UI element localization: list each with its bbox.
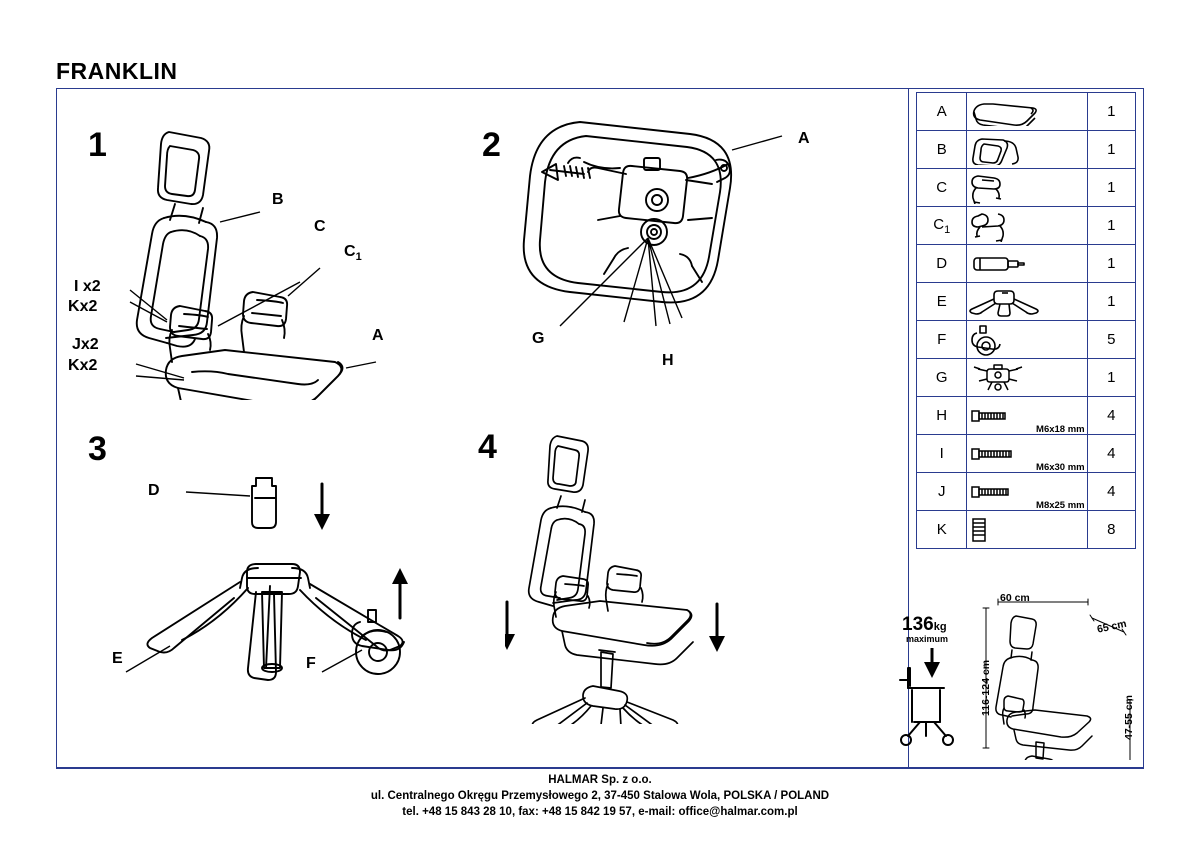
- part-qty: 4: [1087, 397, 1135, 435]
- table-row: [917, 473, 1136, 511]
- dimension-seat-height: 47-55 cm: [1123, 695, 1135, 740]
- step-2-label-g: G: [532, 330, 545, 347]
- part-qty: 1: [1087, 283, 1135, 321]
- step-2-label-h: H: [662, 352, 674, 369]
- step-1-number: 1: [88, 126, 107, 164]
- footer-separator: [56, 768, 1144, 769]
- step-1-label-c1: $C_1$: [344, 243, 362, 264]
- part-image-bolt-icon: [967, 435, 1087, 473]
- table-row: [917, 169, 1136, 207]
- part-caption: M6x18 mm: [1036, 424, 1085, 435]
- part-image-armrest-left-icon: [967, 169, 1087, 207]
- table-row: [917, 435, 1136, 473]
- part-letter: F: [917, 321, 967, 359]
- part-image-bolt-icon: [967, 397, 1087, 435]
- step-2-label-a: A: [798, 130, 810, 147]
- step-1-label-a: A: [372, 327, 384, 344]
- step-1-label-k-lower: Kx2: [68, 357, 98, 374]
- table-separator: [908, 88, 909, 768]
- step-2-number: 2: [482, 126, 501, 164]
- footer-contact: tel. +48 15 843 28 10, fax: +48 15 842 19 57, e-mail: office@halmar.com.pl: [402, 806, 798, 818]
- parts-table: [916, 92, 1136, 549]
- page-title: FRANKLIN: [56, 58, 178, 84]
- part-qty: 4: [1087, 473, 1135, 511]
- part-image-mechanism-icon: [967, 359, 1087, 397]
- table-row: [917, 359, 1136, 397]
- part-caption: M6x30 mm: [1036, 462, 1085, 473]
- table-row: [917, 207, 1136, 245]
- part-image-headrest-icon: [967, 131, 1087, 169]
- part-image-washer-stack-icon: [967, 511, 1087, 549]
- step-3-label-d: D: [148, 482, 160, 499]
- part-letter: A: [917, 93, 967, 131]
- step-3-number: 3: [88, 430, 107, 468]
- step-3-label-e: E: [112, 650, 123, 667]
- part-image-base-star-icon: [967, 283, 1087, 321]
- step-3-label-f: F: [306, 655, 316, 672]
- table-row: [917, 283, 1136, 321]
- part-image-gas-lift-icon: [967, 245, 1087, 283]
- footer: [56, 772, 1144, 820]
- part-qty: 1: [1087, 169, 1135, 207]
- part-qty: 1: [1087, 207, 1135, 245]
- dimension-width: 60 cm: [1000, 592, 1030, 604]
- dimension-height: 116-124 cm: [980, 659, 992, 716]
- footer-address: ul. Centralnego Okręgu Przemysłowego 2, 37-450 Stalowa Wola, POLSKA / POLAND: [370, 790, 830, 802]
- part-image-caster-wheel-icon: [967, 321, 1087, 359]
- part-qty: 1: [1087, 359, 1135, 397]
- part-letter: $C_1$: [917, 207, 967, 245]
- table-row: [917, 397, 1136, 435]
- footer-company: HALMAR Sp. z o.o.: [548, 774, 652, 786]
- part-letter: C: [917, 169, 967, 207]
- step-1-label-j: Jx2: [72, 336, 99, 353]
- part-qty: 1: [1087, 131, 1135, 169]
- part-qty: 1: [1087, 245, 1135, 283]
- part-qty: 8: [1087, 511, 1135, 549]
- table-row: [917, 93, 1136, 131]
- dimension-depth: 65 cm: [1096, 617, 1128, 636]
- part-letter: B: [917, 131, 967, 169]
- table-row: [917, 131, 1136, 169]
- step-1-label-i: I x2: [74, 278, 101, 295]
- part-letter: K: [917, 511, 967, 549]
- part-letter: E: [917, 283, 967, 321]
- table-row: [917, 511, 1136, 549]
- max-weight-value: 136kg: [902, 614, 947, 635]
- part-letter: H: [917, 397, 967, 435]
- step-4-number: 4: [478, 428, 497, 466]
- part-qty: 5: [1087, 321, 1135, 359]
- max-weight-note: maximum: [906, 634, 949, 644]
- part-letter: J: [917, 473, 967, 511]
- part-letter: I: [917, 435, 967, 473]
- step-1-label-c: C: [314, 218, 326, 235]
- part-letter: D: [917, 245, 967, 283]
- part-caption: M8x25 mm: [1036, 500, 1085, 511]
- part-image-seat-cushion-icon: [967, 93, 1087, 131]
- part-letter: G: [917, 359, 967, 397]
- table-row: [917, 321, 1136, 359]
- step-1-label-k-upper: Kx2: [68, 298, 98, 315]
- part-image-armrest-right-icon: [967, 207, 1087, 245]
- part-qty: 1: [1087, 93, 1135, 131]
- part-image-bolt-icon: [967, 473, 1087, 511]
- step-1-label-b: B: [272, 191, 284, 208]
- table-row: [917, 245, 1136, 283]
- part-qty: 4: [1087, 435, 1135, 473]
